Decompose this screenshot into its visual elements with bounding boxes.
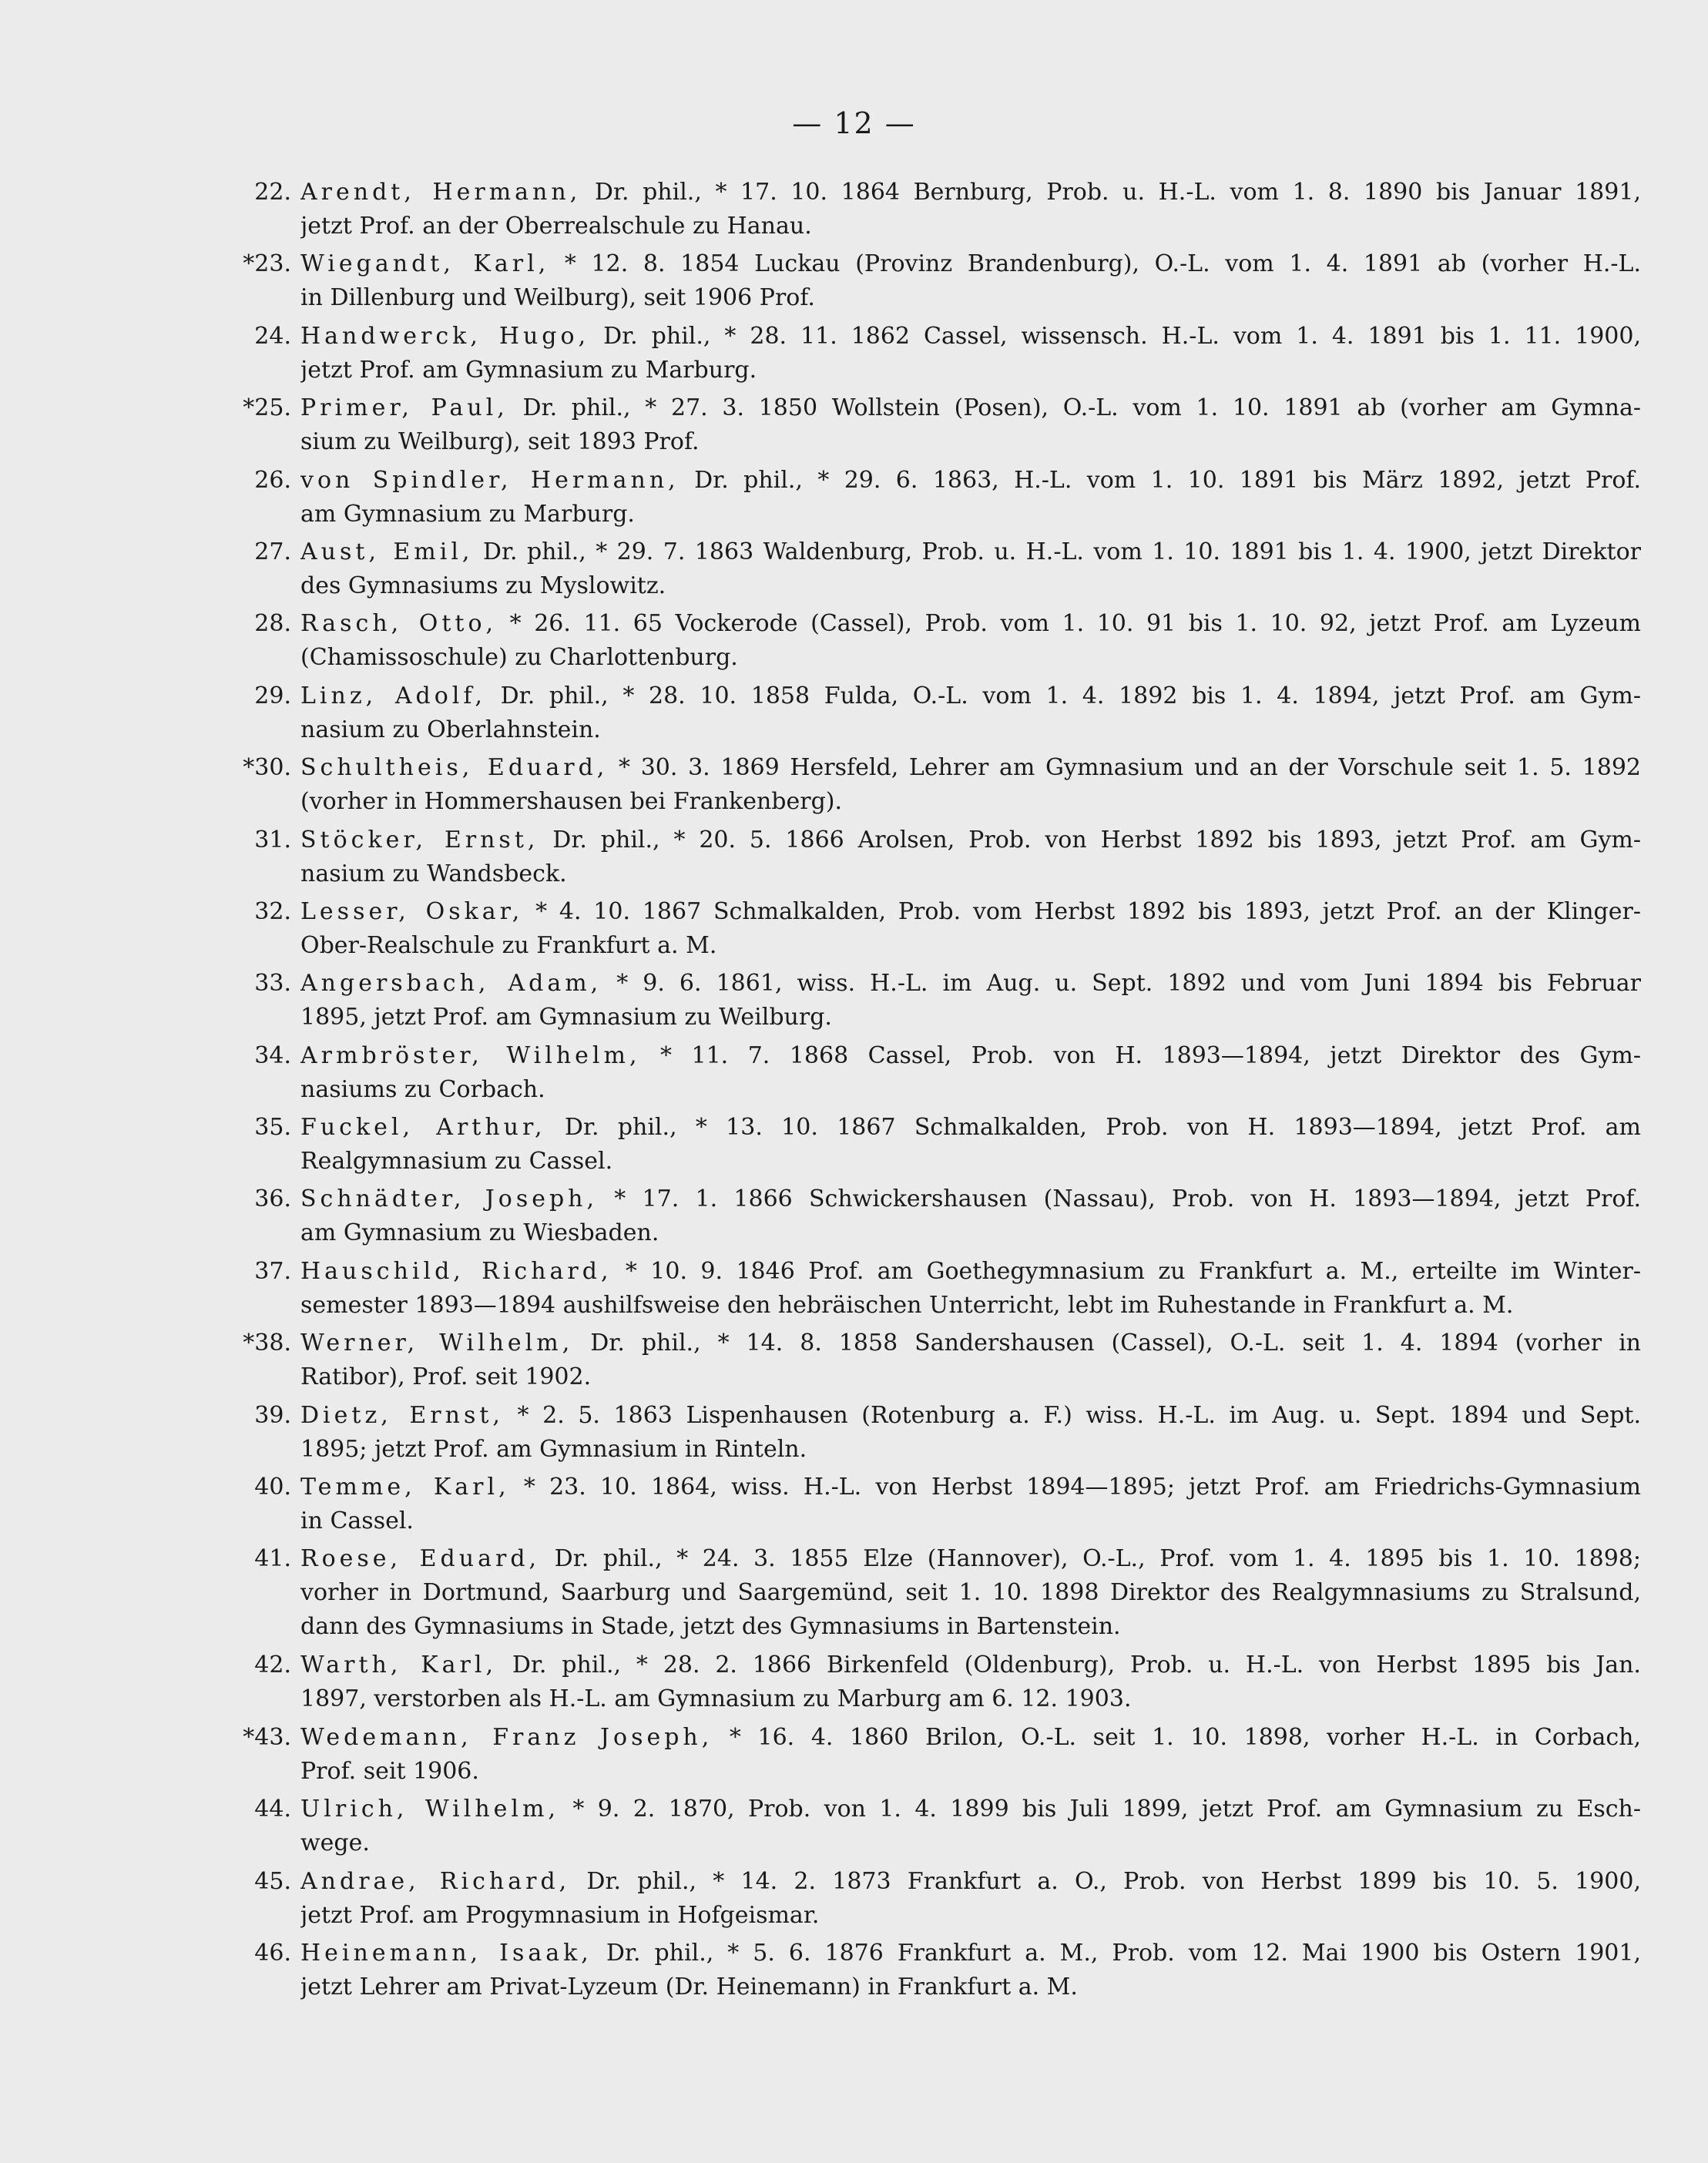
entry-text-continued: Ratibor), Prof. seit 1902. — [300, 1363, 592, 1391]
entry-text: Dr. phil., * 17. 10. 1864 Bernburg, Prob. u. H.-L. vom 1. 8. 1890 bis Januar 1891, — [594, 179, 1641, 206]
entry-text-continued: Realgymnasium zu Cassel. — [300, 1148, 613, 1175]
entry-name: Schnädter, Joseph, — [300, 1185, 599, 1213]
list-item — [254, 1937, 1641, 2008]
entry-text: Dr. phil., * 5. 6. 1876 Frankfurt a. M., Prob. vom 12. Mai 1900 bis Ostern 1901, — [606, 1939, 1641, 1967]
entry-name: Stöcker, Ernst, — [300, 826, 539, 853]
entry-text: * 16. 4. 1860 Brilon, O.-L. seit 1. 10. 1898, vorher H.-L. in Corbach, — [729, 1723, 1641, 1751]
list-item — [254, 1039, 1641, 1111]
entry-name: Temme, Karl, — [300, 1474, 510, 1501]
entry-text: * 26. 11. 65 Vockerode (Cassel), Prob. vom 1. 10. 91 bis 1. 10. 92, jetzt Prof. am Lyzeum — [509, 610, 1641, 638]
entry-number: 37. — [254, 1257, 291, 1285]
list-item — [254, 823, 1641, 895]
entry-text-continued: vorher in Dortmund, Saarburg und Saargemünd, seit 1. 10. 1898 Direktor des Realgymnasiums zu Stralsund, — [300, 1579, 1641, 1607]
list-item — [254, 1648, 1641, 1720]
entry-text-continued: nasiums zu Corbach. — [300, 1075, 545, 1103]
entry-text: * 9. 2. 1870, Prob. von 1. 4. 1899 bis Juli 1899, jetzt Prof. am Gymnasium zu Esch- — [572, 1796, 1641, 1823]
entry-text: * 11. 7. 1868 Cassel, Prob. von H. 1893—1894, jetzt Direktor des Gym- — [660, 1041, 1641, 1069]
entry-text-continued: Prof. seit 1906. — [300, 1757, 479, 1785]
entry-number: 28. — [254, 610, 291, 638]
entry-name: Aust, Emil, — [300, 538, 474, 565]
entry-text: Dr. phil., * 13. 10. 1867 Schmalkalden, Prob. von H. 1893—1894, jetzt Prof. am — [564, 1114, 1641, 1142]
entry-list — [243, 176, 1641, 2008]
list-item — [254, 464, 1641, 535]
list-item — [243, 247, 1641, 319]
entry-name: Wedemann, Franz Joseph, — [300, 1723, 713, 1751]
entry-text: * 23. 10. 1864, wiss. H.-L. von Herbst 1894—1895; jetzt Prof. am Friedrichs-Gymnasium — [523, 1474, 1641, 1501]
page-number: — 12 — — [792, 106, 916, 140]
entry-number: 22. — [254, 179, 291, 206]
entry-name: Handwerck, Hugo, — [300, 322, 590, 350]
entry-number: 32. — [254, 897, 291, 925]
entry-name: Werner, Wilhelm, — [300, 1330, 574, 1357]
entry-name: Ulrich, Wilhelm, — [300, 1796, 559, 1823]
entry-text-continued: in Dillenburg und Weilburg), seit 1906 Prof. — [300, 284, 815, 312]
entry-name: Rasch, Otto, — [300, 610, 498, 638]
entry-name: Primer, Paul, — [300, 394, 508, 422]
entry-text-continued: nasium zu Oberlahnstein. — [300, 716, 601, 743]
entry-name: Arendt, Hermann, — [300, 179, 582, 206]
entry-text-continued: des Gymnasiums zu Myslowitz. — [300, 572, 666, 599]
entry-text-continued: jetzt Prof. an der Oberrealschule zu Hanau. — [300, 213, 812, 240]
list-item — [254, 967, 1641, 1038]
entry-text-continued: am Gymnasium zu Wiesbaden. — [300, 1219, 659, 1247]
entry-name: Roese, Eduard, — [300, 1545, 541, 1573]
list-item — [254, 1399, 1641, 1471]
entry-text-continued: 1897, verstorben als H.-L. am Gymnasium zu Marburg am 6. 12. 1903. — [300, 1685, 1132, 1713]
entry-number: 34. — [254, 1041, 291, 1069]
entry-name: Linz, Adolf, — [300, 682, 486, 709]
entry-name: Schultheis, Eduard, — [300, 754, 609, 782]
entry-text-continued: jetzt Prof. am Progymnasium in Hofgeismar. — [300, 1901, 820, 1929]
entry-number: *25. — [243, 394, 291, 422]
entry-text-continued: in Cassel. — [300, 1507, 414, 1535]
entry-name: Wiegandt, Karl, — [300, 250, 550, 278]
list-item — [254, 320, 1641, 391]
entry-number: 45. — [254, 1867, 291, 1895]
entry-name: Warth, Karl, — [300, 1652, 497, 1679]
entry-name: Angersbach, Adam, — [300, 970, 602, 998]
list-item — [254, 1471, 1641, 1542]
entry-name: Heinemann, Isaak, — [300, 1939, 592, 1967]
entry-number: *38. — [243, 1330, 291, 1357]
entry-number: 44. — [254, 1796, 291, 1823]
list-item — [254, 1792, 1641, 1864]
entry-text: * 2. 5. 1863 Lispenhausen (Rotenburg a. F.) wiss. H.-L. im Aug. u. Sept. 1894 und Sept. — [517, 1401, 1641, 1429]
entry-text-continued: nasium zu Wandsbeck. — [300, 860, 567, 887]
entry-number: 39. — [254, 1401, 291, 1429]
entry-text: * 9. 6. 1861, wiss. H.-L. im Aug. u. Sept. 1892 und vom Juni 1894 bis Februar — [616, 970, 1641, 998]
entry-text: Dr. phil., * 14. 8. 1858 Sandershausen (Cassel), O.-L. seit 1. 4. 1894 (vorher in — [590, 1330, 1641, 1357]
entry-text: Dr. phil., * 29. 7. 1863 Waldenburg, Prob. u. H.-L. vom 1. 10. 1891 bis 1. 4. 1900, jetzt Direktor — [482, 538, 1641, 565]
entry-name: Lesser, Oskar, — [300, 897, 524, 925]
entry-text-continued: am Gymnasium zu Marburg. — [300, 500, 635, 528]
entry-text: Dr. phil., * 24. 3. 1855 Elze (Hannover), O.-L., Prof. vom 1. 4. 1895 bis 1. 10. 1898; — [554, 1545, 1641, 1573]
entry-text-continued: dann des Gymnasiums in Stade, jetzt des Gymnasiums in Bartenstein. — [300, 1613, 1121, 1641]
list-item — [243, 391, 1641, 463]
entry-number: 26. — [254, 466, 291, 494]
entry-text: * 12. 8. 1854 Luckau (Provinz Brandenburg), O.-L. vom 1. 4. 1891 ab (vorher H.-L. — [564, 250, 1641, 278]
entry-text-continued: (Chamissoschule) zu Charlottenburg. — [300, 644, 738, 672]
entry-number: 46. — [254, 1939, 291, 1967]
entry-name: Dietz, Ernst, — [300, 1401, 504, 1429]
list-item — [254, 1255, 1641, 1326]
list-item — [243, 751, 1641, 823]
entry-name: Andrae, Richard, — [300, 1867, 571, 1895]
entry-number: 24. — [254, 322, 291, 350]
entry-number: *43. — [243, 1723, 291, 1751]
list-item — [254, 535, 1641, 607]
list-item — [254, 1865, 1641, 1937]
entry-number: 27. — [254, 538, 291, 565]
entry-text: * 10. 9. 1846 Prof. am Goethegymnasium zu Frankfurt a. M., erteilte im Winter- — [625, 1257, 1641, 1285]
entry-text: Dr. phil., * 14. 2. 1873 Frankfurt a. O., Prob. von Herbst 1899 bis 10. 5. 1900, — [586, 1867, 1641, 1895]
entry-number: 33. — [254, 970, 291, 998]
entry-text: * 17. 1. 1866 Schwickershausen (Nassau), Prob. von H. 1893—1894, jetzt Prof. — [614, 1185, 1641, 1213]
entry-text-continued: wege. — [300, 1829, 370, 1857]
list-item — [254, 1111, 1641, 1182]
entry-name: Armbröster, Wilhelm, — [300, 1041, 641, 1069]
entry-number: 42. — [254, 1652, 291, 1679]
entry-text-continued: (vorher in Hommershausen bei Frankenberg). — [300, 788, 843, 816]
entry-text: * 4. 10. 1867 Schmalkalden, Prob. vom Herbst 1892 bis 1893, jetzt Prof. an der Klinger- — [535, 897, 1641, 925]
entry-number: *23. — [243, 250, 291, 278]
entry-text: Dr. phil., * 28. 2. 1866 Birkenfeld (Oldenburg), Prob. u. H.-L. von Herbst 1895 bis Jan. — [512, 1652, 1641, 1679]
entry-text-continued: jetzt Lehrer am Privat-Lyzeum (Dr. Heinemann) in Frankfurt a. M. — [300, 1973, 1078, 2000]
entry-text-continued: jetzt Prof. am Gymnasium zu Marburg. — [300, 356, 757, 384]
entry-name: Hauschild, Richard, — [300, 1257, 612, 1285]
list-item — [254, 679, 1641, 751]
entry-text: * 30. 3. 1869 Hersfeld, Lehrer am Gymnasium und an der Vorschule seit 1. 5. 1892 — [619, 754, 1641, 782]
entry-number: 35. — [254, 1114, 291, 1142]
entry-number: 31. — [254, 826, 291, 853]
entry-number: *30. — [243, 754, 291, 782]
entry-text: Dr. phil., * 28. 11. 1862 Cassel, wissensch. H.-L. vom 1. 4. 1891 bis 1. 11. 1900, — [603, 322, 1641, 350]
list-item — [254, 1542, 1641, 1648]
entry-text: Dr. phil., * 28. 10. 1858 Fulda, O.-L. vom 1. 4. 1892 bis 1. 4. 1894, jetzt Prof. am Gym- — [500, 682, 1641, 709]
entry-name: Fuckel, Arthur, — [300, 1114, 546, 1142]
list-item — [254, 607, 1641, 679]
entry-number: 41. — [254, 1545, 291, 1573]
list-item — [243, 1721, 1641, 1792]
list-item — [254, 176, 1641, 247]
entry-number: 36. — [254, 1185, 291, 1213]
list-item — [254, 895, 1641, 967]
entry-text-continued: 1895, jetzt Prof. am Gymnasium zu Weilburg. — [300, 1004, 832, 1031]
entry-number: 40. — [254, 1474, 291, 1501]
entry-text: Dr. phil., * 29. 6. 1863, H.-L. vom 1. 10. 1891 bis März 1892, jetzt Prof. — [694, 466, 1641, 494]
list-item — [254, 1182, 1641, 1254]
entry-text-continued: Ober-Realschule zu Frankfurt a. M. — [300, 931, 717, 959]
entry-text: Dr. phil., * 27. 3. 1850 Wollstein (Posen), O.-L. vom 1. 10. 1891 ab (vorher am Gymna- — [522, 394, 1641, 422]
entry-text-continued: 1895; jetzt Prof. am Gymnasium in Rinteln. — [300, 1435, 807, 1463]
entry-text: Dr. phil., * 20. 5. 1866 Arolsen, Prob. von Herbst 1892 bis 1893, jetzt Prof. am Gym- — [552, 826, 1641, 853]
entry-name: von Spindler, Hermann, — [300, 466, 680, 494]
list-item — [243, 1326, 1641, 1398]
entry-number: 29. — [254, 682, 291, 709]
entry-text-continued: semester 1893—1894 aushilfsweise den hebräischen Unterricht, lebt im Ruhestande in Frankfurt a. M. — [300, 1291, 1514, 1319]
entry-text-continued: sium zu Weilburg), seit 1893 Prof. — [300, 428, 700, 456]
